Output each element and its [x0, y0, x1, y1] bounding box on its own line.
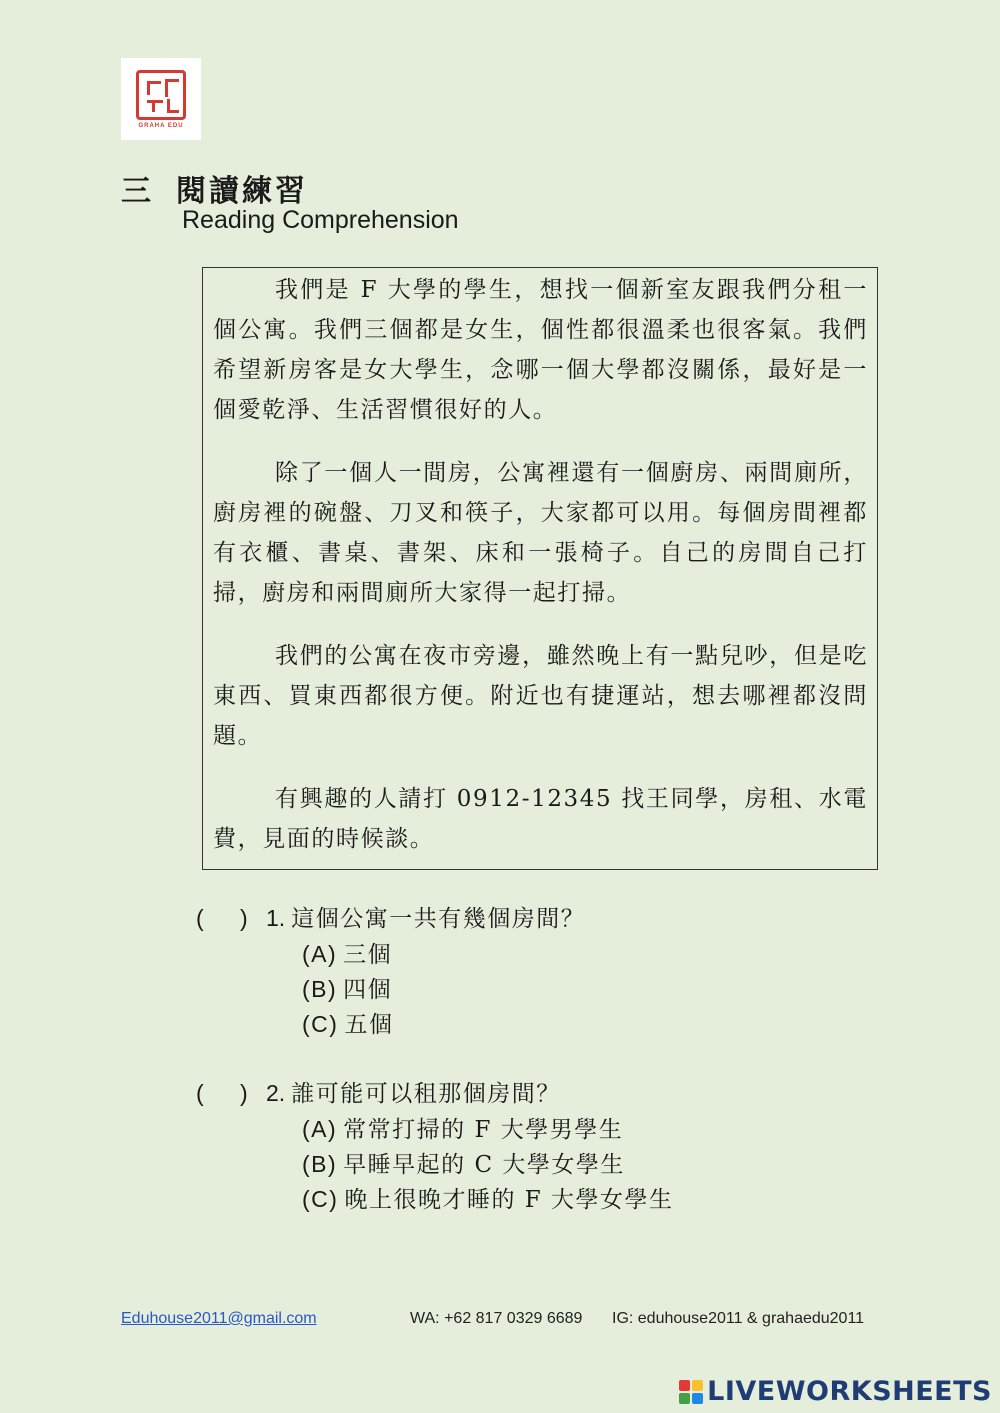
seal-icon — [136, 70, 186, 120]
option-label: (C) — [302, 1186, 339, 1212]
question-2 — [196, 1075, 896, 1216]
question-text: 誰可能可以租那個房間？ — [291, 1081, 561, 1107]
logo-square-blue — [692, 1393, 703, 1404]
whatsapp-contact: WA: +62 817 0329 6689 — [410, 1310, 583, 1327]
option-text: 四個 — [343, 977, 393, 1003]
answer-blank[interactable]: ( ) — [196, 1080, 248, 1106]
option-a — [302, 1111, 896, 1146]
option-b — [302, 1146, 896, 1181]
logo-square-red — [679, 1380, 690, 1391]
passage-paragraph: 我們的公寓在夜市旁邊，雖然晚上有一點兒吵，但是吃東西、買東西都很方便。附近也有捷運站，想去哪裡都沒問題。 — [213, 643, 868, 749]
section-title-en: Reading Comprehension — [182, 206, 459, 234]
logo-square-green — [679, 1393, 690, 1404]
option-label: (B) — [302, 1151, 338, 1177]
section-title-zh: 閱讀練習 — [176, 174, 308, 209]
option-label: (B) — [302, 976, 338, 1002]
option-label: (A) — [302, 1116, 338, 1142]
graha-edu-logo — [121, 58, 201, 140]
question-text: 這個公寓一共有幾個房間？ — [291, 906, 586, 932]
email-link[interactable]: Eduhouse2011@gmail.com — [121, 1310, 317, 1327]
passage-paragraph: 有興趣的人請打 0912-12345 找王同學，房租、水電費，見面的時候談。 — [213, 786, 868, 852]
answer-blank[interactable]: ( ) — [196, 905, 248, 931]
section-number: 三 — [121, 174, 154, 209]
section-heading — [121, 166, 308, 210]
brand-name: LIVEWORKSHEETS — [707, 1376, 992, 1407]
liveworksheets-logo-icon — [679, 1380, 703, 1404]
option-list — [196, 1111, 896, 1216]
option-label: (A) — [302, 941, 338, 967]
option-label: (C) — [302, 1011, 339, 1037]
option-text: 三個 — [343, 942, 393, 968]
question-list — [196, 900, 896, 1250]
option-b — [302, 971, 896, 1006]
option-c — [302, 1181, 896, 1216]
instagram-contact: IG: eduhouse2011 & grahaedu2011 — [612, 1310, 865, 1327]
passage-paragraph: 除了一個人一間房，公寓裡還有一個廚房、兩間廁所，廚房裡的碗盤、刀叉和筷子，大家都可以用。每個房間裡都有衣櫃、書桌、書架、床和一張椅子。自己的房間自己打掃，廚房和兩間廁所大家得一起打掃。 — [213, 460, 868, 606]
option-text: 晚上很晚才睡的 F 大學女學生 — [344, 1187, 674, 1213]
liveworksheets-brand[interactable] — [679, 1376, 992, 1407]
question-number: 1. — [266, 905, 286, 931]
option-list — [196, 936, 896, 1041]
option-c — [302, 1006, 896, 1041]
reading-passage — [202, 267, 878, 870]
passage-paragraph: 我們是 F 大學的學生，想找一個新室友跟我們分租一個公寓。我們三個都是女生，個性都很溫柔也很客氣。我們希望新房客是女大學生，念哪一個大學都沒關係，最好是一個愛乾淨、生活習慣很好的人。 — [213, 277, 868, 423]
option-text: 五個 — [344, 1012, 394, 1038]
logo-caption: GRAHA EDU — [138, 122, 184, 129]
question-number: 2. — [266, 1080, 286, 1106]
option-text: 早睡早起的 C 大學女學生 — [343, 1152, 625, 1178]
question-1 — [196, 900, 896, 1041]
option-a — [302, 936, 896, 971]
option-text: 常常打掃的 F 大學男學生 — [343, 1117, 624, 1143]
logo-square-yellow — [692, 1380, 703, 1391]
